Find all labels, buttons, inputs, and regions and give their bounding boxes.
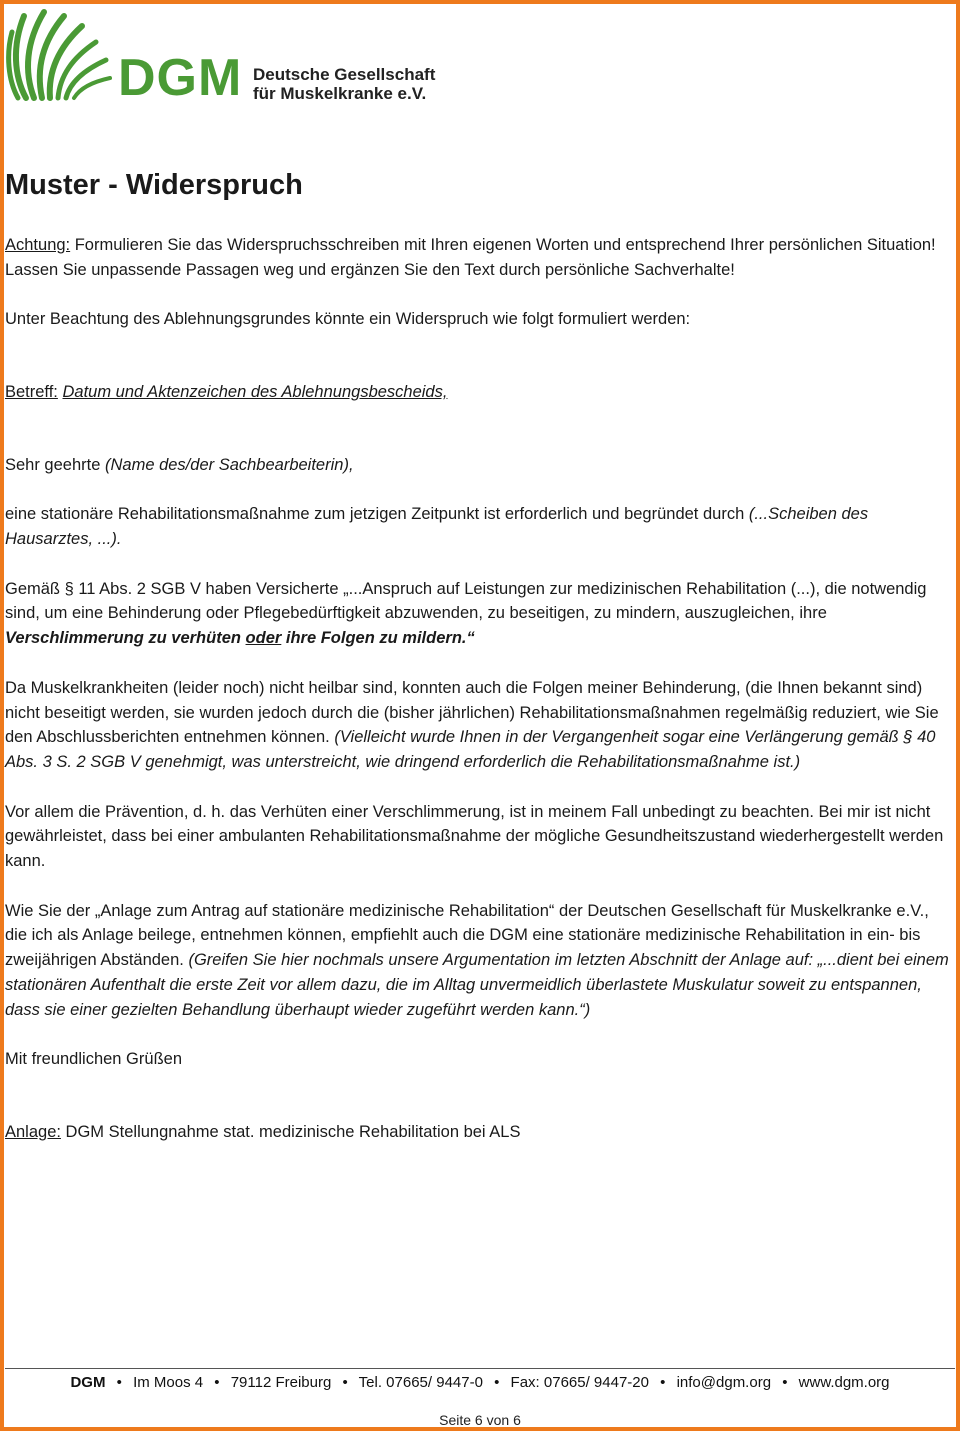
attachment-label: Anlage: xyxy=(5,1122,61,1141)
attention-text: Formulieren Sie das Widerspruchsschreiben mit Ihren eigenen Worten und entsprechend Ihrer persönlichen Situation! Lassen Sie unpassende Passagen weg und ergänzen Sie den Text durch persönliche Sachverhalte! xyxy=(5,235,936,279)
letter-body xyxy=(5,168,950,1170)
paragraph-3-italic: (Vielleicht wurde Ihnen in der Vergangenheit sogar eine Verlängerung gemäß § 40 Abs. 3 S. 2 SGB V genehmigt, was unterstreicht, wie dringend erforderlich die Rehabilitationsmaßnahme ist.) xyxy=(5,728,936,771)
paragraph-5 xyxy=(5,899,950,1023)
logo-name-line2: für Muskelkranke e.V. xyxy=(253,84,427,103)
footer-org: DGM xyxy=(70,1374,106,1391)
footer-separator: • xyxy=(116,1374,122,1391)
footer-separator: • xyxy=(782,1374,788,1391)
paragraph-1-italic: (...Scheiben des Hausarztes, ...). xyxy=(5,505,869,549)
logo-name-line1: Deutsche Gesellschaft xyxy=(253,65,436,84)
paragraph-4: Vor allem die Prävention, d. h. das Verhüten einer Verschlimmerung, ist in meinem Fall unbedingt zu beachten. Bei mir ist nicht gewährleistet, dass bei einer ambulanten Rehabilitationsmaßnahme der mögliche Gesundheitszustand wiederhergestellt werden kann. xyxy=(5,802,944,871)
salutation xyxy=(5,453,950,478)
paragraph-1 xyxy=(5,502,950,551)
page-title: Muster - Widerspruch xyxy=(5,169,303,201)
paragraph-2-text: Gemäß § 11 Abs. 2 SGB V haben Versicherte „...Anspruch auf Leistungen zur medizinischen Rehabilitation (...), die notwendig sind, um eine Behinderung oder Pflegebedürftigkeit abzuwenden, zu beseitigen, zu mindern, auszugleichen, ihre xyxy=(5,579,927,623)
paragraph-5-italic: (Greifen Sie hier nochmals unsere Argumentation im letzten Abschnitt der Anlage auf: „...dient bei einem stationären Aufenthalt die erste Zeit vor allem dazu, die im Alltag unvermeidlich überlastete Muskulatur soweit zu entspannen, dass sie einer gezielten Behandlung überhaupt wieder zugeführt werden kann.“) xyxy=(5,951,949,1019)
salutation-text: Sehr geehrte xyxy=(5,455,105,474)
footer-separator: • xyxy=(660,1374,666,1391)
paragraph-2 xyxy=(5,577,950,651)
dgm-logo-icon xyxy=(6,6,118,106)
footer-divider xyxy=(5,1368,955,1369)
paragraph-3-text: Da Muskelkrankheiten (leider noch) nicht heilbar sind, konnten auch die Folgen meiner Behinderung, (die Ihnen bekannt sind) nicht beseitigt werden, sie wurden jedoch durch die (bisher jährlichen) Rehabilitationsmaßnahmen regelmäßig reduziert, wie Sie den Abschlussberichten entnehmen können. xyxy=(5,678,939,747)
footer-fax: Fax: 07665/ 9447-20 xyxy=(510,1374,649,1391)
paragraph-2-bold2: ihre Folgen zu mildern.“ xyxy=(281,629,475,648)
page-number: Seite 6 von 6 xyxy=(439,1412,521,1428)
logo-abbr: DGM xyxy=(118,49,243,107)
paragraph-2-bold-underlined: oder xyxy=(245,629,282,648)
footer-web[interactable]: www.dgm.org xyxy=(798,1374,890,1391)
paragraph-5-text: Wie Sie der „Anlage zum Antrag auf stationäre medizinische Rehabilitation“ der Deutschen Gesellschaft für Muskelkranke e.V., die ich als Anlage beilege, entnehmen können, empfiehlt auch die DGM eine stationäre medizinische Rehabilitation in ein- bis zweijährigen Abständen. xyxy=(5,901,929,970)
salutation-name: (Name des/der Sachbearbeiterin), xyxy=(104,455,354,474)
footer-separator: • xyxy=(342,1374,348,1391)
footer-separator: • xyxy=(494,1374,500,1391)
closing: Mit freundlichen Grüßen xyxy=(5,1050,182,1069)
logo-name xyxy=(253,65,435,103)
subject-label: Betreff: xyxy=(5,382,58,401)
footer-separator: • xyxy=(214,1374,220,1391)
footer-address: Im Moos 4 xyxy=(133,1374,204,1391)
attachment-text: DGM Stellungnahme stat. medizinische Rehabilitation bei ALS xyxy=(60,1122,521,1141)
footer xyxy=(0,1373,960,1393)
footer-city: 79112 Freiburg xyxy=(230,1374,332,1391)
attention-note xyxy=(5,233,950,282)
intro-text: Unter Beachtung des Ablehnungsgrundes könnte ein Widerspruch wie folgt formuliert werden: xyxy=(5,310,691,329)
paragraph-2-bold1: Verschlimmerung zu verhüten xyxy=(5,629,246,648)
dgm-logo xyxy=(6,6,446,106)
footer-tel: Tel. 07665/ 9447-0 xyxy=(358,1374,483,1391)
paragraph-1-text: eine stationäre Rehabilitationsmaßnahme zum jetzigen Zeitpunkt ist erforderlich und begründet durch xyxy=(5,505,749,524)
footer-email[interactable]: info@dgm.org xyxy=(676,1374,772,1391)
paragraph-3 xyxy=(5,676,950,775)
attention-label: Achtung: xyxy=(5,235,71,254)
subject-text: Datum und Aktenzeichen des Ablehnungsbescheids, xyxy=(62,382,448,401)
subject-line xyxy=(5,380,950,405)
attachment-line xyxy=(5,1120,950,1145)
